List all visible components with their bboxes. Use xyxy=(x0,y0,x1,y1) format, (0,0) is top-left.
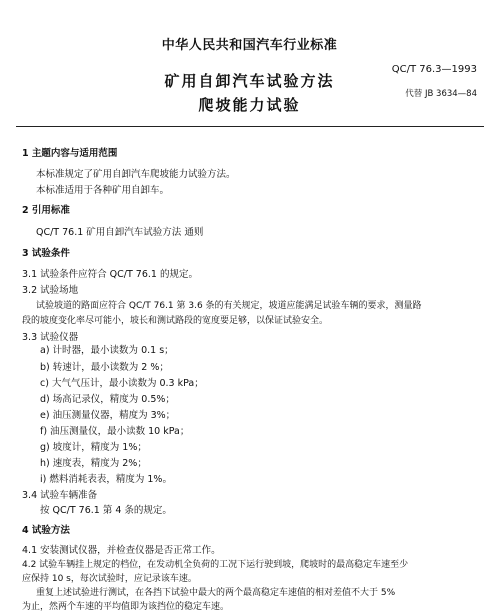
section-2-title: 2 引用标准 xyxy=(22,205,70,216)
replaces-standard: 代替 JB 3634—84 xyxy=(405,89,477,99)
document-title-line2: 爬坡能力试验 xyxy=(198,96,301,114)
header-divider xyxy=(16,126,484,127)
instrument-item: g) 坡度计，精度为 1%； xyxy=(40,442,147,453)
clause-4-2-para-2: 应保持 10 s，每次试验时，应记录该车速。 xyxy=(22,574,197,584)
instrument-item: e) 油压测量仪器，精度为 3%； xyxy=(40,410,176,421)
instrument-item: f) 油压测量仪，最小读数 10 kPa； xyxy=(40,426,190,437)
clause-3-4: 3.4 试验车辆准备 xyxy=(22,490,98,501)
clause-4-1: 4.1 安装测试仪器，并检查仪器是否正常工作。 xyxy=(22,545,221,556)
clause-4-2-para-4: 为止，然两个车速的平均值即为该挡位的稳定车速。 xyxy=(22,602,230,612)
section-2-para-1: QC/T 76.1 矿用自卸汽车试验方法 通则 xyxy=(36,227,204,238)
instrument-item: c) 大气气压计，最小读数为 0.3 kPa； xyxy=(40,378,204,389)
standard-number: QC/T 76.3—1993 xyxy=(391,64,477,75)
section-3-title: 3 试验条件 xyxy=(22,248,70,259)
section-1-title: 1 主题内容与适用范围 xyxy=(22,148,118,159)
standard-category: 中华人民共和国汽车行业标准 xyxy=(161,38,338,53)
clause-3-2-para-2: 段的坡度变化率尽可能小，坡长和测试路段的宽度要足够，以保证试验安全。 xyxy=(22,316,329,326)
instrument-item: i) 燃料消耗表表，精度为 1%。 xyxy=(40,474,172,485)
document-title-line1: 矿用自卸汽车试验方法 xyxy=(164,72,335,90)
clause-3-4-para-1: 按 QC/T 76.1 第 4 条的规定。 xyxy=(40,505,172,516)
clause-4-2-para-1: 4.2 试验车辆挂上规定的档位，在发动机全负荷的工况下运行驶到坡，爬坡时的最高稳定车速至少 xyxy=(22,560,409,570)
clause-4-2-para-3: 重复上述试验进行测试，在各挡下试验中最大的两个最高稳定车速值的相对差值不大于 5% xyxy=(36,588,396,598)
instrument-item: b) 转速计，最小读数为 2 %； xyxy=(40,362,169,373)
clause-3-1: 3.1 试验条件应符合 QC/T 76.1 的规定。 xyxy=(22,269,198,280)
instrument-item: a) 计时器，最小读数为 0.1 s； xyxy=(40,345,174,356)
section-4-title: 4 试验方法 xyxy=(22,525,70,536)
instrument-item: h) 速度表，精度为 2%； xyxy=(40,458,147,469)
section-1-para-2: 本标准适用于各种矿用自卸车。 xyxy=(36,185,170,196)
clause-3-2-para-1: 试验坡道的路面应符合 QC/T 76.1 第 3.6 条的有关规定，坡道应能满足试验车辆的要求，测量路 xyxy=(36,301,422,311)
clause-3-3: 3.3 试验仪器 xyxy=(22,332,79,343)
instrument-item: d) 场高记录仪，精度为 0.5%； xyxy=(40,394,175,405)
clause-3-2: 3.2 试验场地 xyxy=(22,285,79,296)
section-1-para-1: 本标准规定了矿用自卸汽车爬坡能力试验方法。 xyxy=(36,169,236,180)
